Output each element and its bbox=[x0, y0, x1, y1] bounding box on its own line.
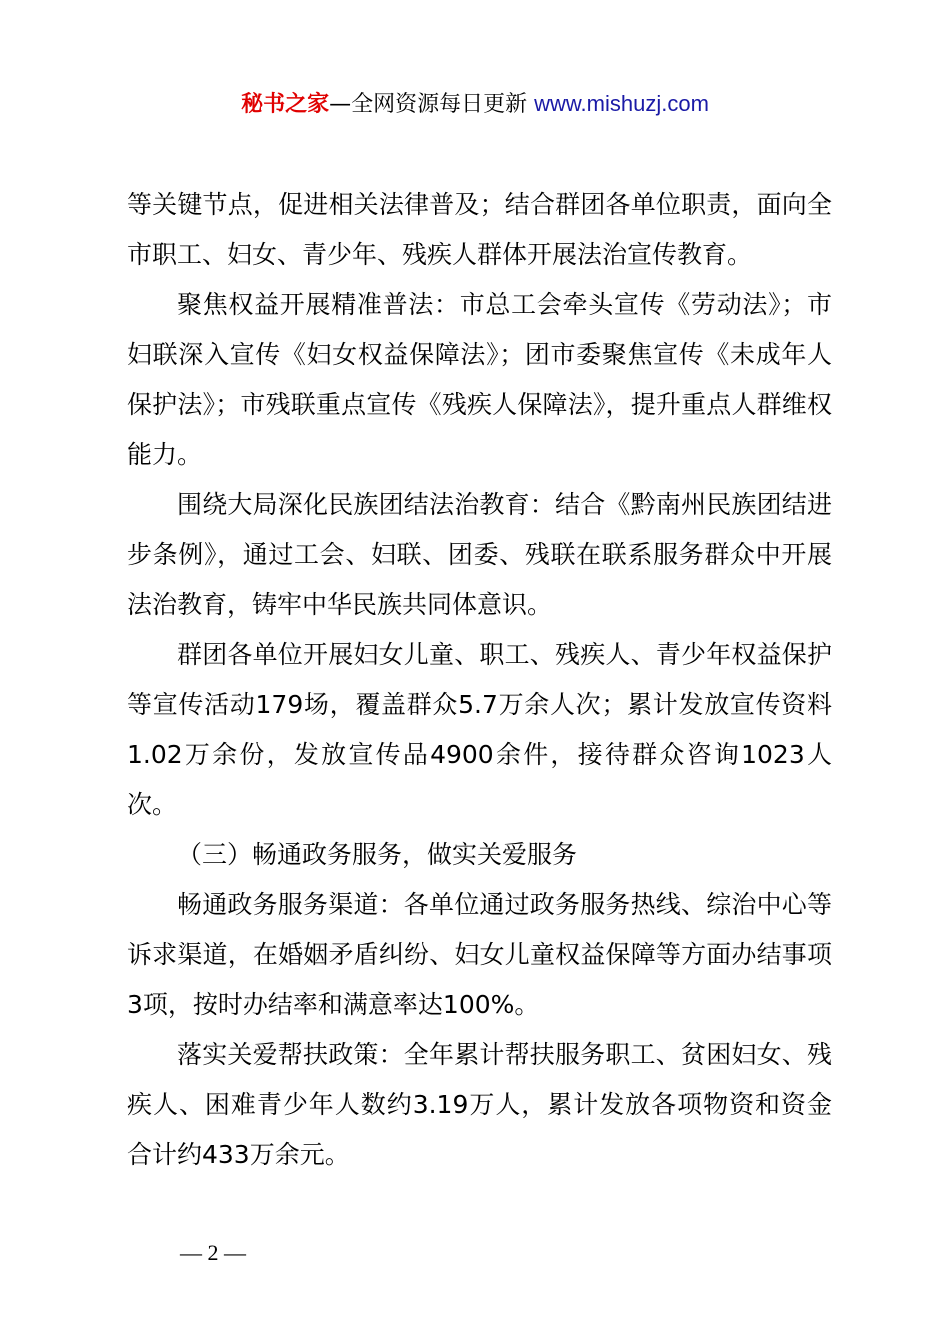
paragraph-service-channels: 畅通政务服务渠道：各单位通过政务服务热线、综治中心等诉求渠道，在婚姻矛盾纠纷、妇女儿童权益保障等方面办结事项3项，按时办结率和满意率达100%。 bbox=[127, 890, 832, 1019]
paragraph-care-policy: 落实关爱帮扶政策：全年累计帮扶服务职工、贫困妇女、残疾人、困难青少年人数约3.19万人，累计发放各项物资和资金合计约433万余元。 bbox=[127, 1040, 832, 1169]
header-tagline: —全网资源每日更新 bbox=[329, 92, 528, 117]
paragraph-continued: 等关键节点，促进相关法律普及；结合群团各单位职责，面向全市职工、妇女、青少年、残疾人群体开展法治宣传教育。 bbox=[127, 190, 832, 269]
paragraph-legal-publicity: 聚焦权益开展精准普法：市总工会牵头宣传《劳动法》；市妇联深入宣传《妇女权益保障法》；团市委聚焦宣传《未成年人保护法》；市残联重点宣传《残疾人保障法》，提升重点人群维权能力。 bbox=[127, 290, 832, 469]
brand-name: 秘书之家 bbox=[241, 92, 330, 117]
page-header bbox=[0, 86, 950, 123]
paragraph-activity-stats: 群团各单位开展妇女儿童、职工、残疾人、青少年权益保护等宣传活动179场，覆盖群众5.7万余人次；累计发放宣传资料1.02万余份，发放宣传品4900余件，接待群众咨询1023人次。 bbox=[127, 640, 832, 819]
paragraph-ethnic-unity: 围绕大局深化民族团结法治教育：结合《黔南州民族团结进步条例》，通过工会、妇联、团委、残联在联系服务群众中开展法治教育，铸牢中华民族共同体意识。 bbox=[127, 490, 832, 619]
section-heading: （三）畅通政务服务，做实关爱服务 bbox=[177, 840, 578, 869]
page-number: — 2 — bbox=[180, 1240, 246, 1265]
document-body bbox=[127, 180, 832, 1180]
header-url-link[interactable]: www.mishuzj.com bbox=[534, 91, 709, 116]
